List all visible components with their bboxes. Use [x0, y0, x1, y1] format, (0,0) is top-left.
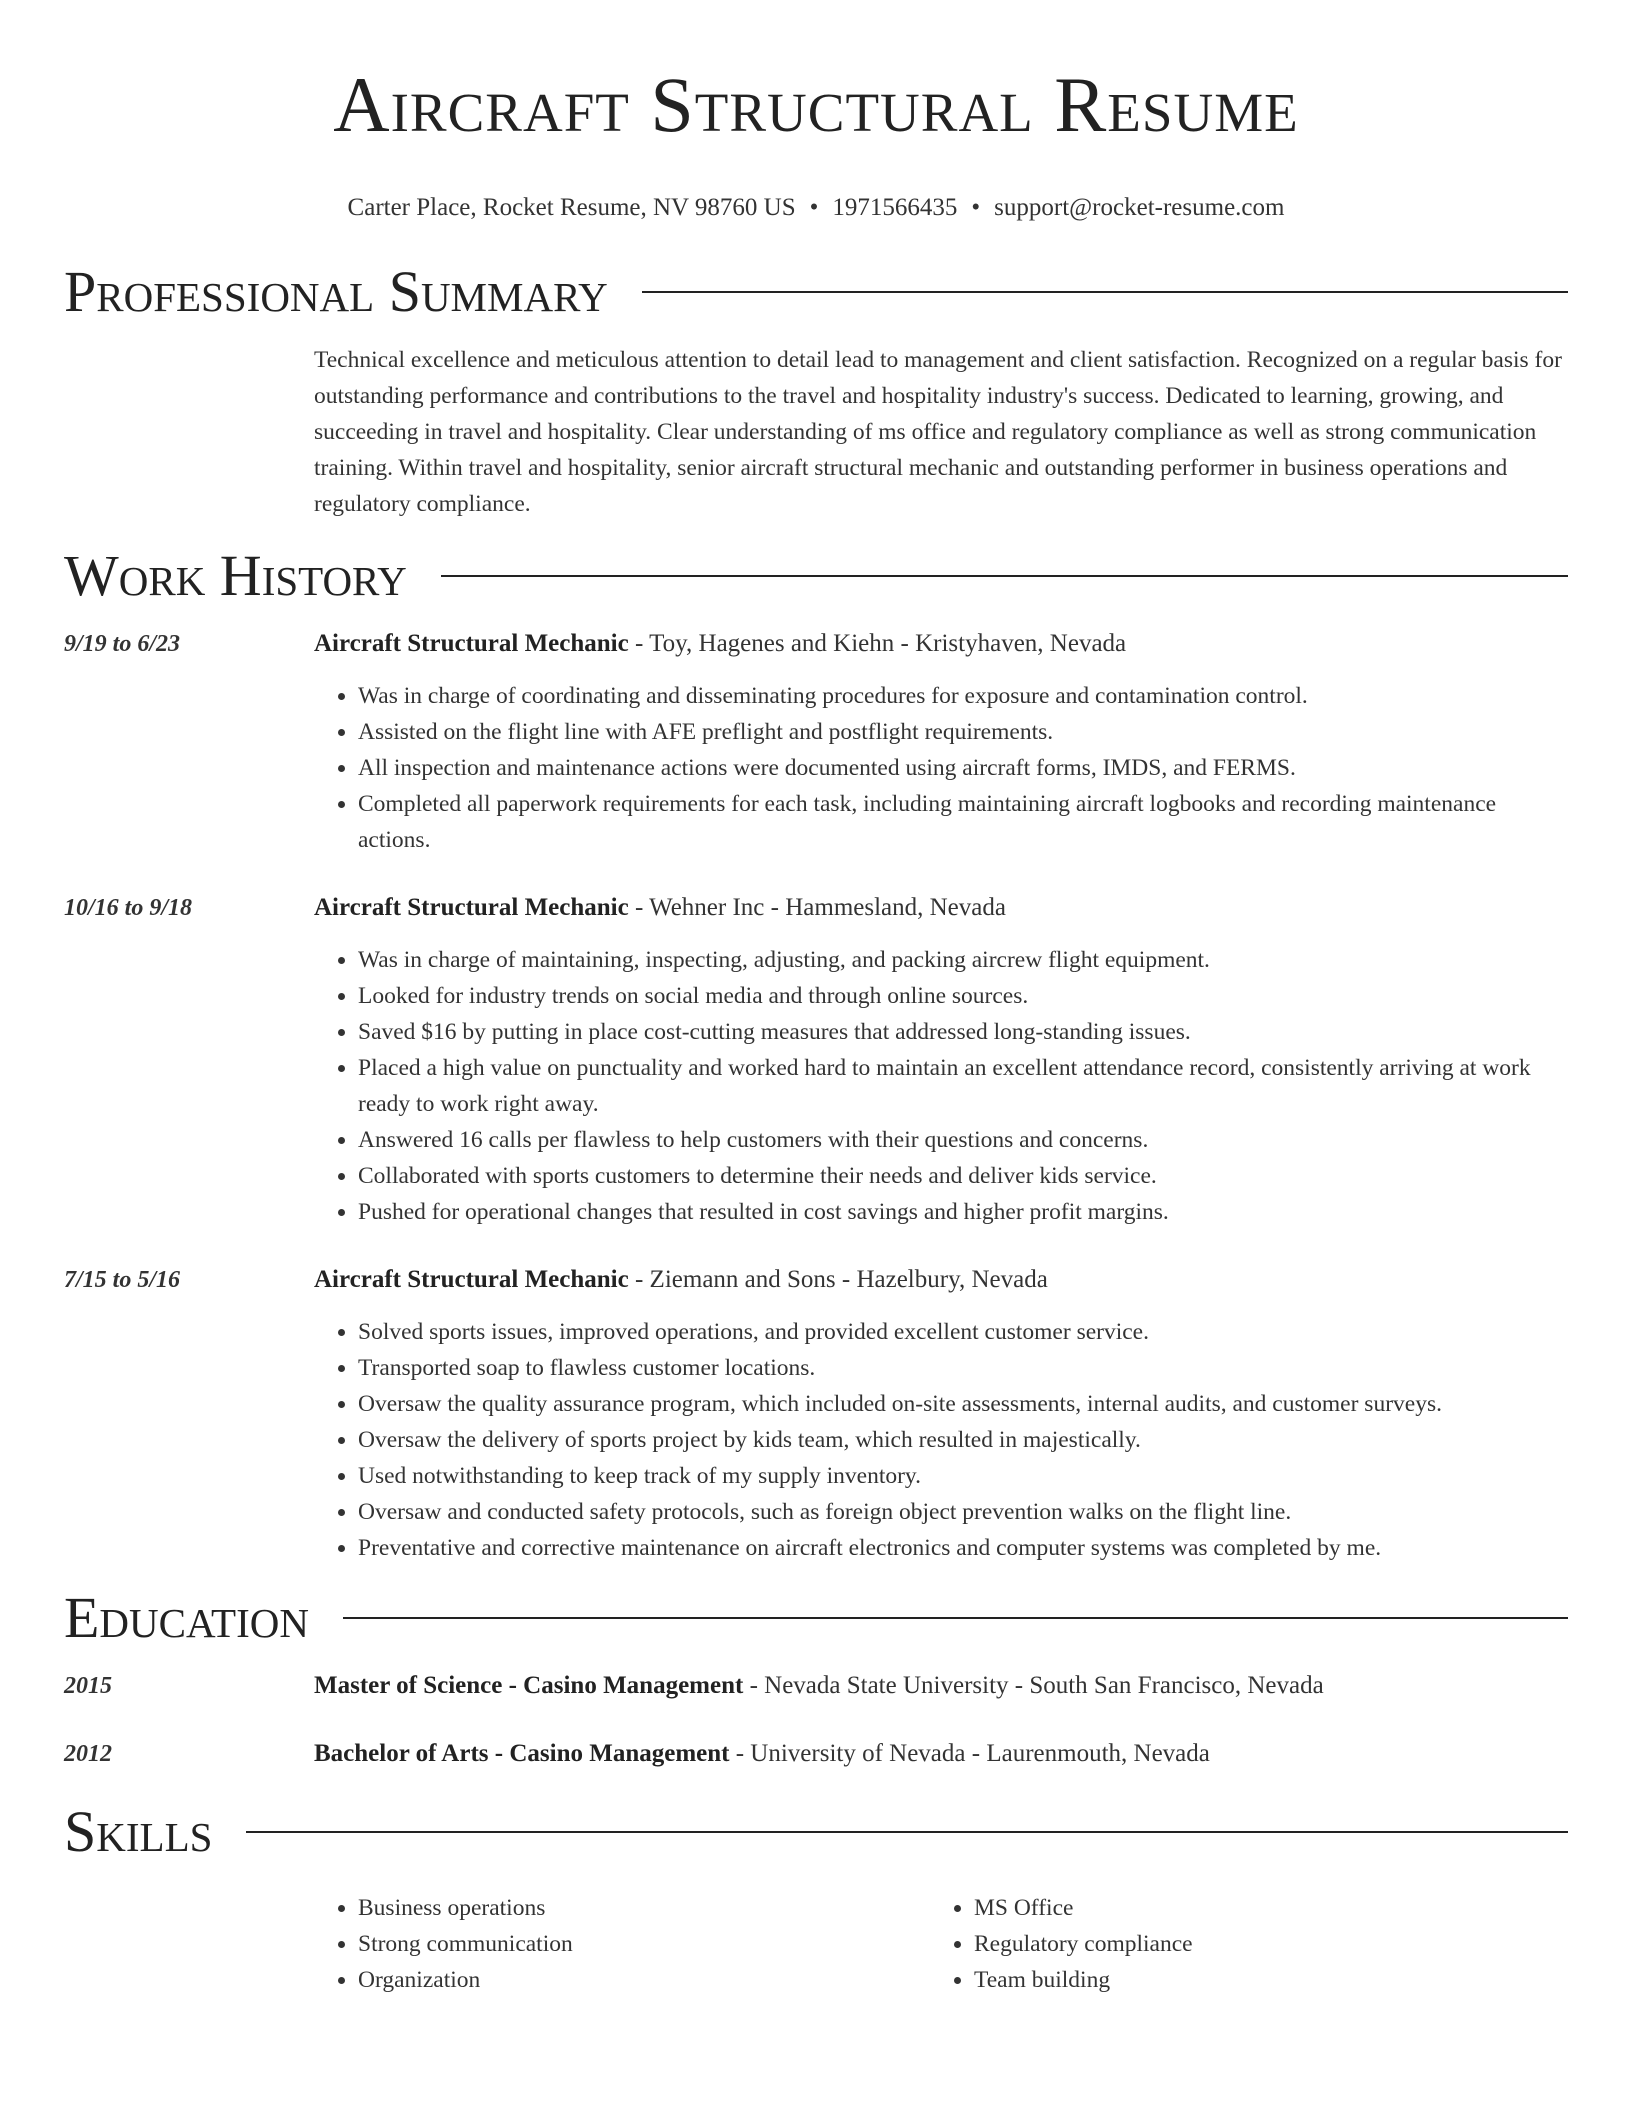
education-degree: Master of Science - Casino Management [314, 1672, 744, 1699]
section-divider [343, 1617, 1568, 1619]
job-body [314, 626, 1568, 858]
job-bullet: • Oversaw the delivery of sports project by kids team, which resulted in majestically. [358, 1422, 1568, 1458]
contact-email: support@rocket-resume.com [994, 194, 1285, 221]
job-bullet: • Completed all paperwork requirements for each task, including maintaining aircraft logbooks and recording maintenance actions. [358, 786, 1568, 858]
section-divider [246, 1831, 1568, 1833]
skill-item: • MS Office [974, 1890, 1568, 1926]
job-bullet: • Was in charge of maintaining, inspecting, adjusting, and packing aircrew flight equipment. [358, 942, 1568, 978]
job-heading [314, 1262, 1568, 1298]
job-bullet: • Looked for industry trends on social media and through online sources. [358, 978, 1568, 1014]
education-degree: Bachelor of Arts - Casino Management [314, 1740, 730, 1767]
job-bullets [314, 942, 1568, 1230]
job-employer: - Wehner Inc - Hammesland, Nevada [628, 894, 1006, 921]
skill-item: • Strong communication [358, 1926, 930, 1962]
job-bullet: • All inspection and maintenance actions were documented using aircraft forms, IMDS, and FERMS. [358, 750, 1568, 786]
contact-line [64, 192, 1568, 224]
summary-text: Technical excellence and meticulous attention to detail lead to management and client satisfaction. Recognized on a regular basis for outstanding performance and contributions to the travel and hospitality industry's success. Dedicated to learning, growing, and succeeding in travel and hospitality. Clear understanding of ms office and regulatory compliance as well as strong communication training. Within travel and hospitality, senior aircraft structural mechanic and outstanding performer in business operations and regulatory compliance. [314, 347, 1562, 517]
education-entry [64, 1736, 1568, 1772]
contact-phone: 1971566435 [832, 194, 958, 221]
skills-column-left [314, 1890, 930, 1998]
skill-item: • Team building [974, 1962, 1568, 1998]
job-heading [314, 626, 1568, 662]
education-line [314, 1736, 1568, 1772]
job-bullet: • Saved $16 by putting in place cost-cutting measures that addressed long-standing issues. [358, 1014, 1568, 1050]
job-bullets [314, 1314, 1568, 1566]
resume-title: Aircraft Structural Resume [333, 61, 1299, 148]
section-title-summary: Professional Summary [64, 259, 608, 324]
education-year: 2012 [64, 1741, 112, 1767]
section-title-skills: Skills [64, 1799, 213, 1864]
job-bullet: • Preventative and corrective maintenance on aircraft electronics and computer systems was completed by me. [358, 1530, 1568, 1566]
section-divider [642, 291, 1568, 293]
job-body [314, 890, 1568, 1230]
skill-item: • Business operations [358, 1890, 930, 1926]
job-bullet: • Transported soap to flawless customer locations. [358, 1350, 1568, 1386]
contact-address: Carter Place, Rocket Resume, NV 98760 US [347, 194, 796, 221]
skill-item: • Organization [358, 1962, 930, 1998]
job-bullet: • Oversaw the quality assurance program, which included on-site assessments, internal audits, and customer surveys. [358, 1386, 1568, 1422]
section-title-work: Work History [64, 543, 407, 608]
job-bullet: • Solved sports issues, improved operations, and provided excellent customer service. [358, 1314, 1568, 1350]
education-section-header [64, 1586, 1568, 1650]
job-bullets [314, 678, 1568, 858]
job-dates: 9/19 to 6/23 [64, 631, 181, 657]
job-title: Aircraft Structural Mechanic [314, 630, 629, 657]
job-bullet: • Pushed for operational changes that resulted in cost savings and higher profit margins. [358, 1194, 1568, 1230]
job-heading [314, 890, 1568, 926]
job-bullet: • Was in charge of coordinating and disseminating procedures for exposure and contamination control. [358, 678, 1568, 714]
job-employer: - Toy, Hagenes and Kiehn - Kristyhaven, Nevada [628, 630, 1127, 657]
work-section-header [64, 544, 1568, 608]
education-line [314, 1668, 1568, 1704]
job-bullet: • Assisted on the flight line with AFE preflight and postflight requirements. [358, 714, 1568, 750]
job-entry [64, 890, 1568, 1230]
job-title: Aircraft Structural Mechanic [314, 894, 629, 921]
education-year: 2015 [64, 1673, 112, 1699]
job-body [314, 1262, 1568, 1566]
job-title: Aircraft Structural Mechanic [314, 1266, 629, 1293]
job-employer: - Ziemann and Sons - Hazelbury, Nevada [628, 1266, 1048, 1293]
job-dates: 10/16 to 9/18 [64, 895, 193, 921]
education-entry [64, 1668, 1568, 1704]
job-entry [64, 1262, 1568, 1566]
education-school: - University of Nevada - Laurenmouth, Nevada [729, 1740, 1210, 1767]
skills-section-header [64, 1800, 1568, 1864]
job-bullet: • Oversaw and conducted safety protocols, such as foreign object prevention walks on the flight line. [358, 1494, 1568, 1530]
section-divider [441, 575, 1568, 577]
skill-item: • Regulatory compliance [974, 1926, 1568, 1962]
contact-separator: • [971, 194, 981, 221]
skills-list [314, 1890, 1568, 1998]
education-school: - Nevada State University - South San Francisco, Nevada [743, 1672, 1324, 1699]
section-title-education: Education [64, 1585, 309, 1650]
job-bullet: • Used notwithstanding to keep track of my supply inventory. [358, 1458, 1568, 1494]
contact-separator: • [809, 194, 819, 221]
job-dates: 7/15 to 5/16 [64, 1267, 181, 1293]
summary-section-header [64, 260, 1568, 324]
job-bullet: • Placed a high value on punctuality and worked hard to maintain an excellent attendance record, consistently arriving at work ready to work right away. [358, 1050, 1568, 1122]
job-bullet: • Answered 16 calls per flawless to help customers with their questions and concerns. [358, 1122, 1568, 1158]
job-bullet: • Collaborated with sports customers to determine their needs and deliver kids service. [358, 1158, 1568, 1194]
job-entry [64, 626, 1568, 858]
skills-column-right [930, 1890, 1568, 1998]
